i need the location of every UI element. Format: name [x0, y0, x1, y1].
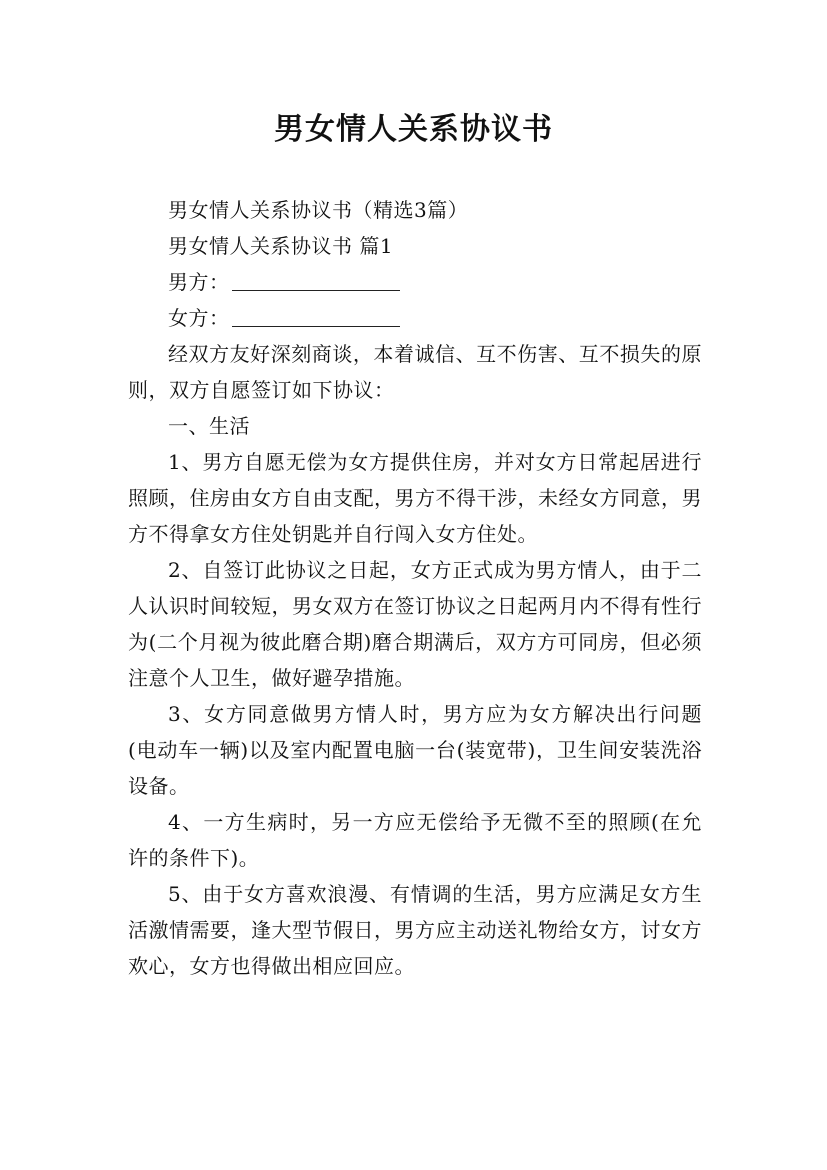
- part-one-heading: 一、生活: [168, 414, 250, 438]
- document-title: 男女情人关系协议书: [274, 112, 553, 147]
- male-label: 男方：: [168, 270, 230, 294]
- intro-paragraph: 经双方友好深刻商谈，本着诚信、互不伤害、互不损失的原则，双方自愿签订如下协议：: [128, 342, 702, 402]
- subtitle-line: 男女情人关系协议书（精选3篇）: [168, 198, 469, 222]
- clause-2: 2、自签订此协议之日起，女方正式成为男方情人，由于二人认识时间较短，男女双方在签订协议之日起两月内不得有性行为(二个月视为彼此磨合期)磨合期满后，双方方可同房，但必须注意个人卫生，做好避孕措施。: [128, 558, 702, 690]
- clause-3: 3、女方同意做男方情人时，男方应为女方解决出行问题(电动车一辆)以及室内配置电脑一台(装宽带)，卫生间安装洗浴设备。: [128, 702, 702, 798]
- female-label: 女方：: [168, 306, 230, 330]
- clause-5: 5、由于女方喜欢浪漫、有情调的生活，男方应满足女方生活激情需要，逢大型节假日，男方应主动送礼物给女方，讨女方欢心，女方也得做出相应回应。: [128, 882, 702, 978]
- male-signature-blank: [232, 268, 400, 291]
- section-heading: 男女情人关系协议书 篇1: [168, 234, 394, 258]
- clause-4: 4、一方生病时，另一方应无偿给予无微不至的照顾(在允许的条件下)。: [128, 810, 702, 870]
- male-party-line: [128, 264, 702, 300]
- document-body: [128, 192, 702, 984]
- clause-1: 1、男方自愿无偿为女方提供住房，并对女方日常起居进行照顾，住房由女方自由支配，男方不得干涉，未经女方同意，男方不得拿女方住处钥匙并自行闯入女方住处。: [128, 450, 702, 546]
- female-party-line: [128, 300, 702, 336]
- female-signature-blank: [232, 304, 400, 327]
